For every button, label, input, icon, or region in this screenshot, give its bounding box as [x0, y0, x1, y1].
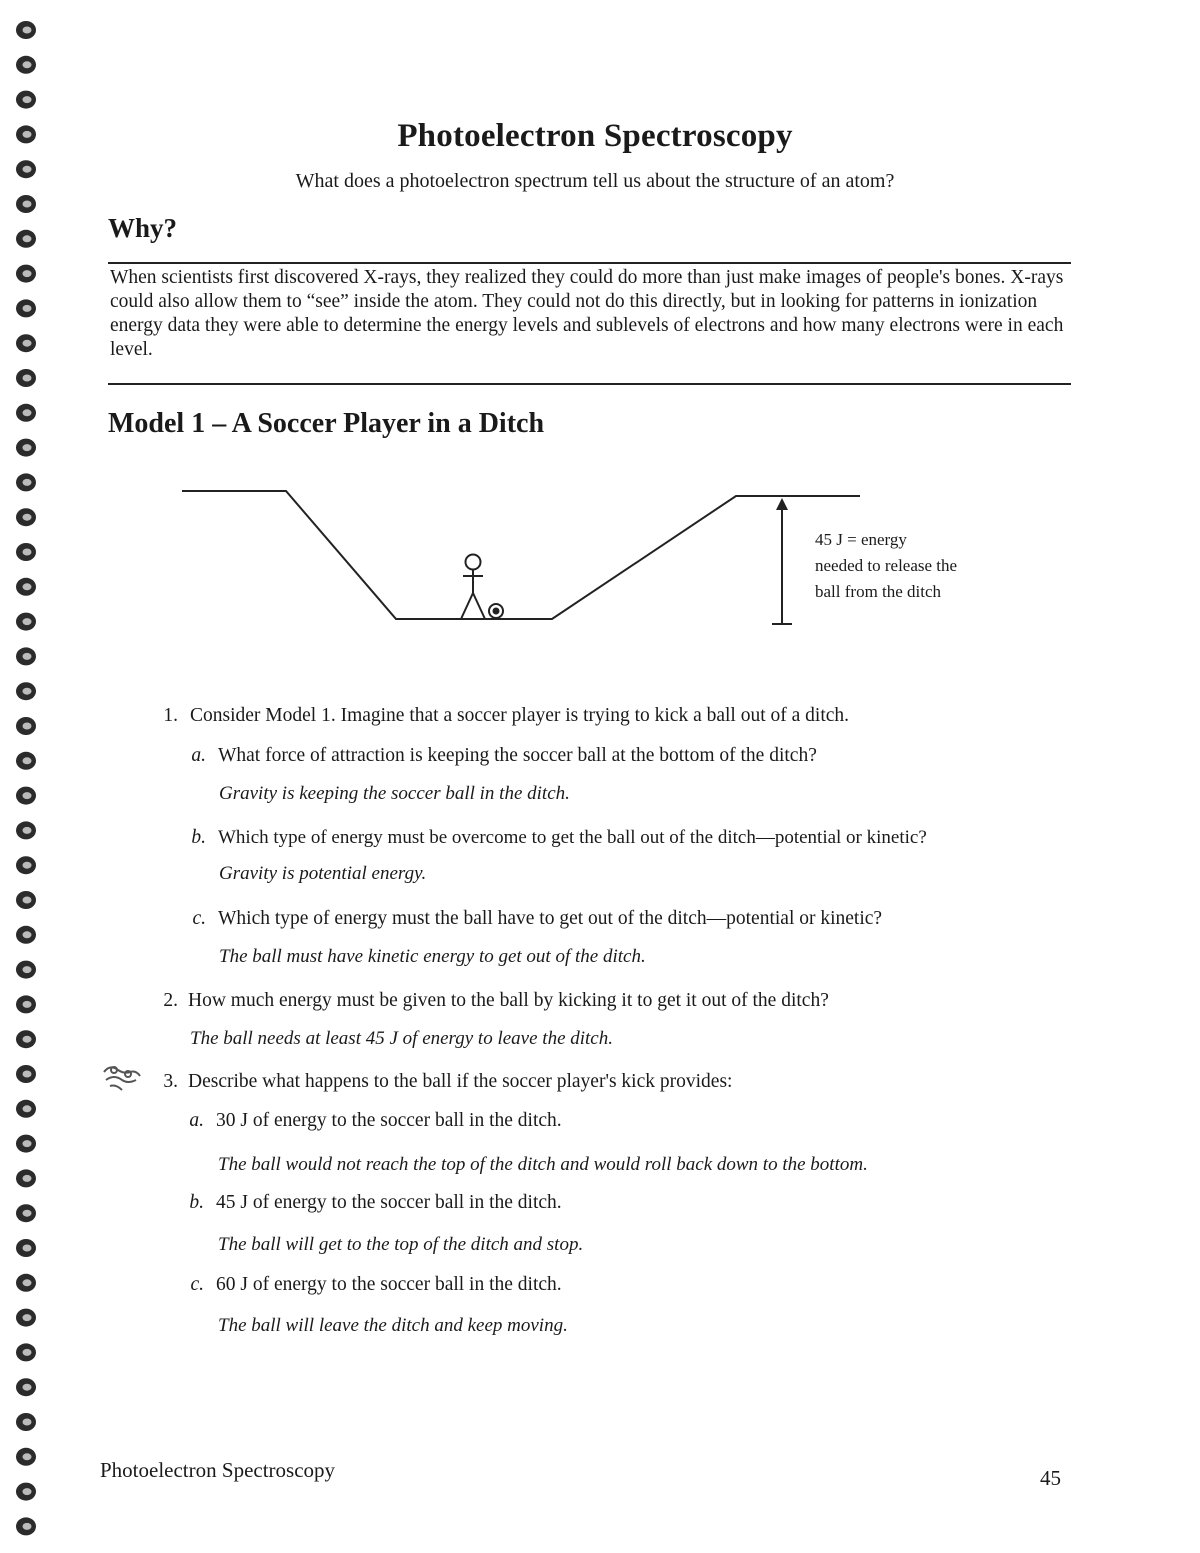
footer-title: Photoelectron Spectroscopy — [100, 1458, 336, 1482]
binding-hole — [16, 1309, 36, 1327]
binding-hole — [16, 1239, 36, 1257]
binding-hole — [16, 1065, 36, 1083]
group-work-icon — [100, 1062, 146, 1094]
energy-arrow — [772, 500, 792, 624]
binding-hole — [16, 369, 36, 387]
answer-3a: The ball would not reach the top of the ditch and would roll back down to the bottom. — [218, 1154, 868, 1175]
why-text: When scientists first discovered X-rays, they realized they could do more than just make images of people's bones. X-rays could also allow them to “see” inside the atom. They could not do this directly, but in looking for patterns in ionization energy data they were able to determine the energy levels and sublevels of electrons and how many electrons were in each level. — [110, 267, 1064, 360]
binding-hole — [16, 717, 36, 735]
binding-hole — [16, 1448, 36, 1466]
binding-hole — [16, 647, 36, 665]
binding-hole — [16, 265, 36, 283]
bottom-divider — [108, 383, 1071, 385]
answer-3c: The ball will leave the ditch and keep moving. — [218, 1315, 568, 1336]
question-3a-letter: a. — [189, 1110, 204, 1131]
answer-1b: Gravity is potential energy. — [219, 863, 427, 884]
binding-hole — [16, 682, 36, 700]
energy-label — [815, 527, 1015, 605]
arrowhead-icon — [776, 498, 788, 510]
binding-hole — [16, 1517, 36, 1535]
binding-hole — [16, 926, 36, 944]
energy-label-line-1: 45 J = energy — [815, 530, 907, 549]
answer-1c: The ball must have kinetic energy to get out of the ditch. — [219, 946, 646, 967]
soccer-player-figure — [461, 555, 485, 620]
question-1b-text: Which type of energy must be overcome to get the ball out of the ditch—potential or kinetic? — [218, 827, 927, 848]
binding-hole — [16, 1169, 36, 1187]
binding-hole — [16, 578, 36, 596]
binding-hole — [16, 91, 36, 109]
question-2-text: How much energy must be given to the ball by kicking it to get it out of the ditch? — [188, 990, 829, 1011]
page-subtitle: What does a photoelectron spectrum tell us about the structure of an atom? — [295, 170, 895, 192]
answer-2: The ball needs at least 45 J of energy to leave the ditch. — [190, 1028, 613, 1049]
binding-hole — [16, 1483, 36, 1501]
binding-hole — [16, 404, 36, 422]
question-3b-letter: b. — [189, 1192, 204, 1213]
why-paragraph — [110, 266, 1072, 362]
binding-hole — [16, 56, 36, 74]
binding-hole — [16, 961, 36, 979]
binding-hole — [16, 230, 36, 248]
binding-hole — [16, 821, 36, 839]
binding-hole — [16, 334, 36, 352]
binding-hole — [16, 195, 36, 213]
binding-hole — [16, 856, 36, 874]
top-divider — [108, 262, 1071, 264]
page-number: 45 — [1040, 1466, 1061, 1490]
binding-hole — [16, 543, 36, 561]
page-title: Photoelectron Spectroscopy — [397, 118, 793, 154]
binding-hole — [16, 1030, 36, 1048]
binding-hole — [16, 1135, 36, 1153]
binding-hole — [16, 787, 36, 805]
binding-hole — [16, 891, 36, 909]
binding-hole — [16, 1100, 36, 1118]
question-3c-text: 60 J of energy to the soccer ball in the ditch. — [216, 1274, 562, 1295]
answer-1a: Gravity is keeping the soccer ball in the ditch. — [219, 783, 570, 804]
why-heading: Why? — [108, 213, 178, 243]
binding-hole — [16, 439, 36, 457]
question-1b-letter: b. — [191, 827, 206, 848]
binding-hole — [16, 1413, 36, 1431]
energy-label-line-3: ball from the ditch — [815, 582, 942, 601]
ditch-diagram — [170, 470, 870, 640]
question-1-number: 1. — [163, 705, 178, 726]
binding-hole — [16, 1343, 36, 1361]
question-3-number: 3. — [163, 1071, 178, 1092]
question-3a-text: 30 J of energy to the soccer ball in the ditch. — [216, 1110, 562, 1131]
ditch-outline — [182, 491, 860, 619]
question-1a-letter: a. — [191, 745, 206, 766]
question-1a-text: What force of attraction is keeping the soccer ball at the bottom of the ditch? — [218, 745, 817, 766]
binding-hole — [16, 752, 36, 770]
binding-hole — [16, 1274, 36, 1292]
binding-hole — [16, 995, 36, 1013]
binding-hole — [16, 508, 36, 526]
question-1c-text: Which type of energy must the ball have to get out of the ditch—potential or kinetic? — [218, 908, 883, 929]
binding-hole — [16, 613, 36, 631]
question-1c-letter: c. — [192, 908, 206, 929]
binding-hole — [16, 1378, 36, 1396]
binding-hole — [16, 473, 36, 491]
question-3c-letter: c. — [190, 1274, 204, 1295]
binding-hole — [16, 1204, 36, 1222]
answer-3b: The ball will get to the top of the ditch and stop. — [218, 1234, 584, 1255]
question-3-text: Describe what happens to the ball if the soccer player's kick provides: — [188, 1071, 733, 1092]
binding-hole — [16, 299, 36, 317]
question-3b-text: 45 J of energy to the soccer ball in the ditch. — [216, 1192, 562, 1213]
question-1-text: Consider Model 1. Imagine that a soccer player is trying to kick a ball out of a ditch. — [190, 705, 850, 726]
question-2-number: 2. — [163, 990, 178, 1011]
soccer-ball — [489, 604, 503, 618]
binding-hole — [16, 21, 36, 39]
model-1-heading: Model 1 – A Soccer Player in a Ditch — [108, 408, 545, 439]
energy-label-line-2: needed to release the — [815, 556, 958, 575]
spiral-binding — [0, 0, 46, 1553]
